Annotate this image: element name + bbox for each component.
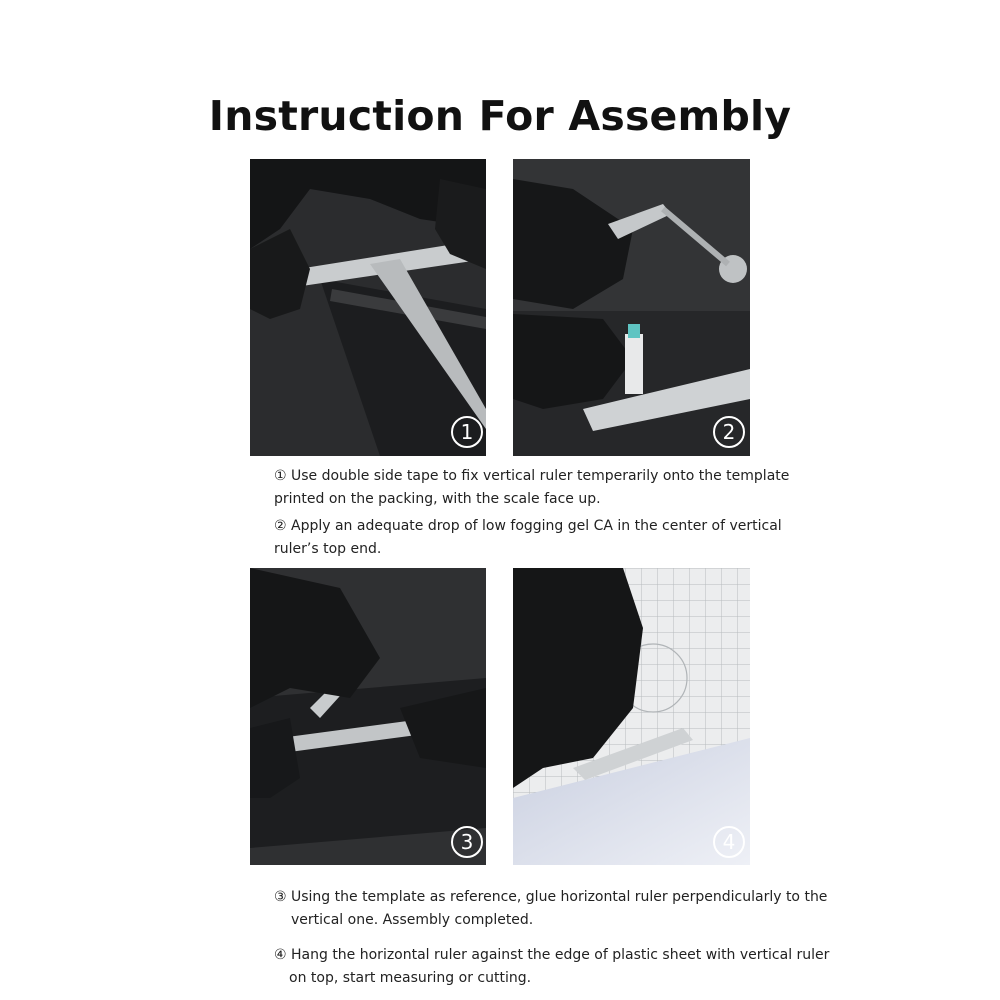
step-1-photo [250, 159, 486, 456]
step-4-text-line-1: ④ Hang the horizontal ruler against the edge of plastic sheet with vertical ruler [274, 947, 830, 963]
step-2-photo [513, 159, 750, 456]
step-2-illustration [513, 159, 750, 456]
step-3-text-line-1: ③ Using the template as reference, glue horizontal ruler perpendicularly to the [274, 889, 828, 905]
step-2-badge: 2 [713, 416, 745, 448]
step-4-photo [513, 568, 750, 865]
step-2-text-line-2: ruler’s top end. [274, 541, 382, 557]
step-1-badge: 1 [451, 416, 483, 448]
step-2-text-line-1: ② Apply an adequate drop of low fogging gel CA in the center of vertical [274, 518, 782, 534]
step-4-badge: 4 [713, 826, 745, 858]
step-3-photo [250, 568, 486, 865]
step-4-text-line-2: on top, start measuring or cutting. [289, 970, 532, 986]
step-4-illustration [513, 568, 750, 865]
instructions-bottom [274, 886, 830, 990]
step-1-text-line-1: ① Use double side tape to fix vertical ruler temperarily onto the template [274, 468, 790, 484]
step-1-illustration [250, 159, 486, 456]
step-3-text-line-2: vertical one. Assembly completed. [291, 912, 534, 928]
page-title: Instruction For Assembly [208, 92, 792, 140]
instructions-top [274, 465, 790, 561]
step-3-illustration [250, 568, 486, 865]
step-3-badge: 3 [451, 826, 483, 858]
step-1-text-line-2: printed on the packing, with the scale face up. [274, 491, 601, 507]
